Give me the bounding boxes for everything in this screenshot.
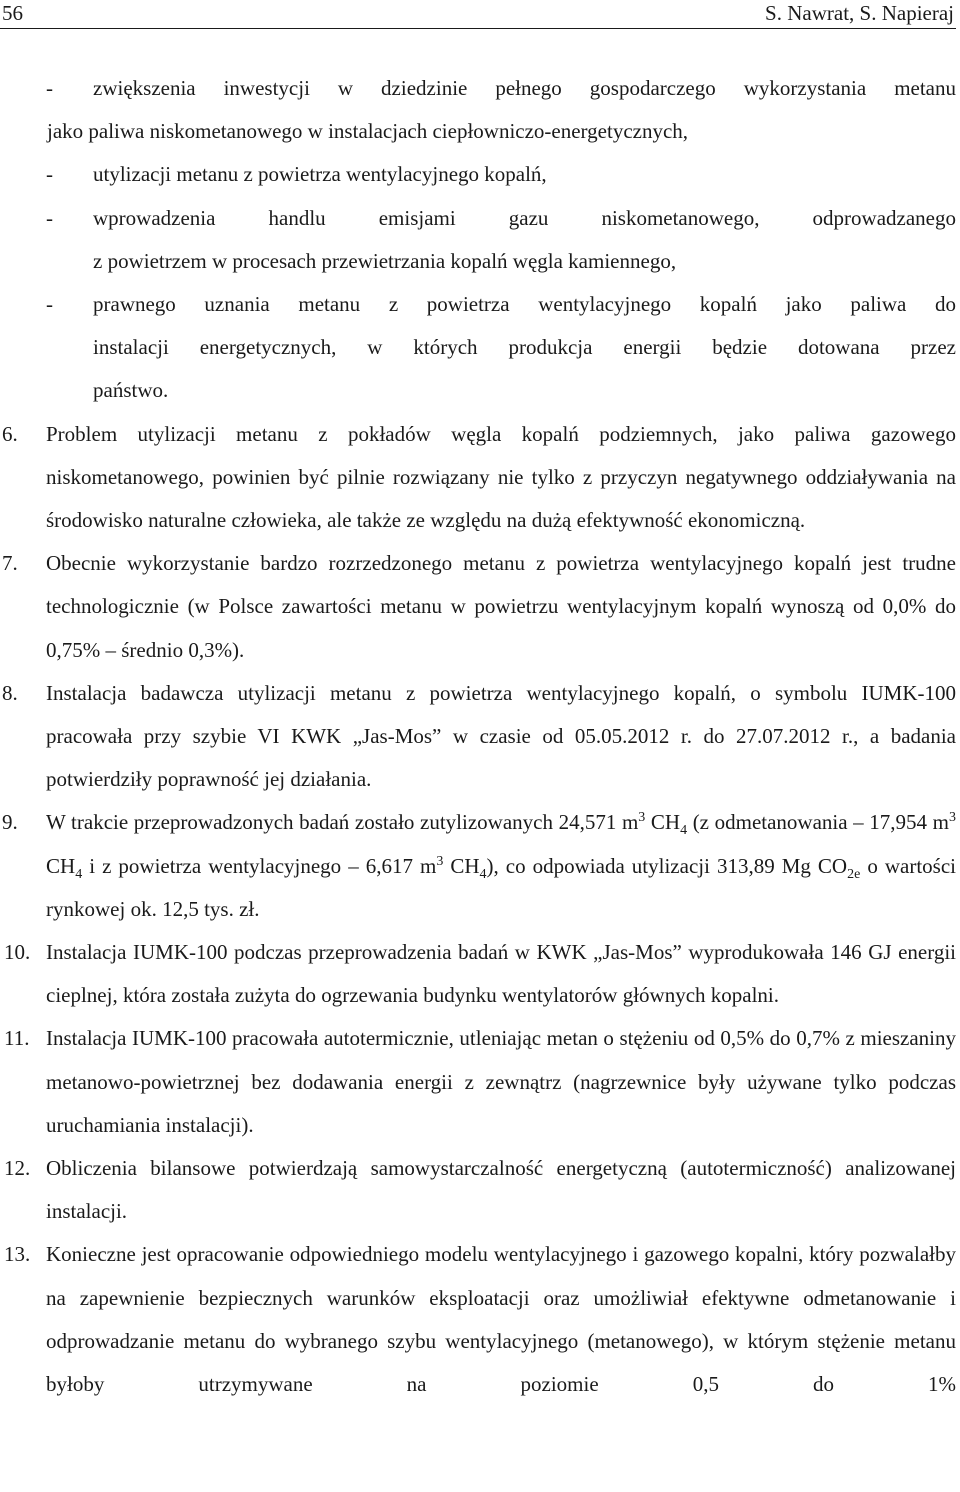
list-item-line: zwiększenia inwestycji w dziedzinie pełnego gospodarczego wykorzystania metanu <box>93 76 956 100</box>
subscript: 4 <box>680 823 688 839</box>
superscript: 3 <box>638 810 646 826</box>
item-text: Problem utylizacji metanu z pokładów węgla kopalń podziemnych, jako paliwa gazowego niskometanowego, powinien być pilnie rozwiązany nie tylko z przyczyn negatywnego oddziaływania na środowisko naturalne człowieka, ale także ze względu na dużą efektywność ekonomiczną. <box>46 421 956 533</box>
list-item-line: utylizacji metanu z powietrza wentylacyjnego kopalń, <box>93 162 547 187</box>
list-item-line: instalacji energetycznych, w których produkcja energii będzie dotowana przez <box>93 335 956 360</box>
list-item-line: prawnego uznania metanu z powietrza wentylacyjnego kopalń jako paliwa do <box>93 292 956 317</box>
dash-marker: - <box>46 162 53 187</box>
item-number: 10. <box>4 940 31 965</box>
numbered-item <box>0 413 956 543</box>
item-number: 12. <box>4 1156 31 1181</box>
running-head: S. Nawrat, S. Napieraj <box>765 1 954 25</box>
page-header <box>0 0 956 29</box>
item-text <box>46 801 956 931</box>
item-number: 13. <box>4 1242 31 1267</box>
page-number: 56 <box>2 1 23 25</box>
numbered-item <box>0 542 956 672</box>
text-run: W trakcie przeprowadzonych badań zostało zutylizowanych 24,571 m <box>46 810 639 835</box>
item-text: Obliczenia bilansowe potwierdzają samowystarczalność energetyczną (autotermiczność) analizowanej instalacji. <box>46 1156 956 1224</box>
item-text: Obecnie wykorzystanie bardzo rozrzedzonego metanu z powietrza wentylacyjnego kopalń jest trudne technologicznie (w Polsce zawartości metanu w powietrzu wentylacyjnym kopalń wynoszą od 0,0% do 0,75% – średnio 0,3%). <box>46 551 956 662</box>
superscript: 3 <box>949 810 956 826</box>
text-run: CH <box>645 810 681 835</box>
list-item-line: z powietrzem w procesach przewietrzania kopalń węgla kamiennego, <box>93 248 677 273</box>
superscript: 3 <box>436 853 444 869</box>
item-number: 8. <box>2 680 18 705</box>
page-body <box>0 67 956 1406</box>
item-number: 7. <box>2 551 18 576</box>
list-item-dash <box>0 153 956 196</box>
numbered-item <box>0 931 956 1017</box>
numbered-item <box>0 801 956 931</box>
dash-marker: - <box>46 292 53 317</box>
text-run: CH <box>443 853 480 878</box>
text-run: ), co odpowiada utylizacji 313,89 Mg CO <box>486 853 848 878</box>
item-number: 9. <box>2 810 18 835</box>
text-run: (z odmetanowania – 17,954 m <box>687 810 949 835</box>
numbered-item <box>0 672 956 802</box>
subscript: 2e <box>847 866 861 882</box>
item-text: Instalacja IUMK-100 pracowała autotermicznie, utleniając metan o stężeniu od 0,5% do 0,7% z mieszaniny metanowo-powietrznej bez dodawania energii z zewnątrz (nagrzewnice były używane tylko podczas uruchamiania instalacji). <box>46 1026 956 1137</box>
item-text: Konieczne jest opracowanie odpowiedniego modelu wentylacyjnego i gazowego kopalni, który pozwalałby na zapewnienie bezpiecznych warunków eksploatacji oraz umożliwiał efektywne odmetanowanie i odprowadzanie metanu do wybranego szybu wentylacyjnego (metanowego), w którym stężenie metanu byłoby utrzymywane na poziomie 0,5 do 1% <box>46 1242 956 1397</box>
item-number: 11. <box>4 1026 30 1051</box>
list-item-line: wprowadzenia handlu emisjami gazu niskometanowego, odprowadzanego <box>93 205 956 230</box>
list-item-dash <box>0 67 956 153</box>
list-item-line: państwo. <box>93 378 169 403</box>
item-text: Instalacja badawcza utylizacji metanu z powietrza wentylacyjnego kopalń, o symbolu IUMK-100 pracowała przy szybie VI KWK „Jas-Mos” w czasie od 05.05.2012 r. do 27.07.2012 r., a badania potwierdziły poprawność jej działania. <box>46 680 956 792</box>
numbered-item <box>0 1147 956 1233</box>
subscript: 4 <box>75 866 83 882</box>
subscript: 4 <box>479 866 487 882</box>
text-run: CH <box>46 853 76 878</box>
item-number: 6. <box>2 421 18 446</box>
dash-marker: - <box>46 205 53 230</box>
list-item-dash <box>0 283 956 413</box>
list-item-line: jako paliwa niskometanowego w instalacjach ciepłowniczo-energetycznych, <box>47 119 689 144</box>
text-run: o wartości rynkowej ok. 12,5 tys. zł. <box>46 853 956 921</box>
text-run: i z powietrza wentylacyjnego – 6,617 m <box>82 853 437 878</box>
list-item-dash <box>0 197 956 283</box>
numbered-item <box>0 1017 956 1147</box>
dash-marker: - <box>46 76 53 100</box>
item-text: Instalacja IUMK-100 podczas przeprowadzenia badań w KWK „Jas-Mos” wyprodukowała 146 GJ energii cieplnej, która została zużyta do ogrzewania budynku wentylatorów głównych kopalni. <box>46 940 956 1008</box>
numbered-item <box>0 1233 956 1406</box>
